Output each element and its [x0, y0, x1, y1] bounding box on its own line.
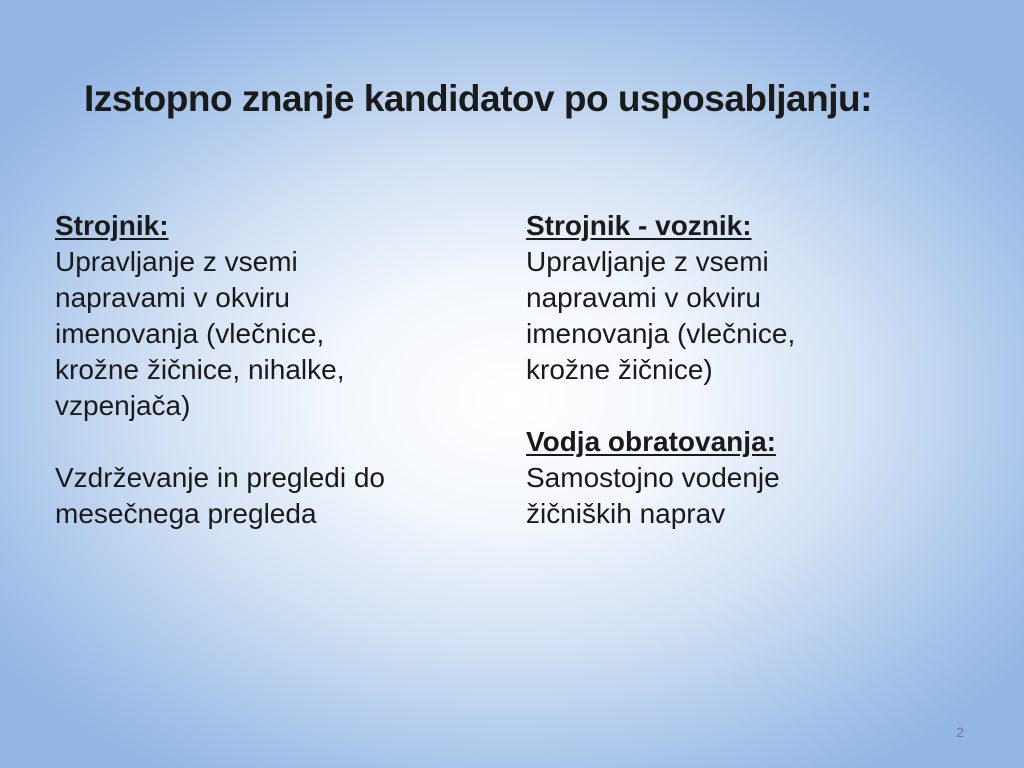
left-line: imenovanja (vlečnice, [55, 318, 325, 349]
right-heading-2: Vodja obratovanja: [526, 426, 776, 457]
right-line: napravami v okviru [526, 282, 761, 313]
left-line: napravami v okviru [55, 282, 290, 313]
left-line: krožne žičnice, nihalke, [55, 354, 345, 385]
left-line-maintenance: mesečnega pregleda [55, 498, 317, 529]
right-line: Upravljanje z vsemi [526, 246, 769, 277]
left-line: Upravljanje z vsemi [55, 246, 298, 277]
right-line: krožne žičnice) [526, 354, 713, 385]
page-number: 2 [956, 724, 964, 740]
left-column [55, 208, 475, 532]
left-heading: Strojnik: [55, 210, 169, 241]
right-line: imenovanja (vlečnice, [526, 318, 796, 349]
slide-title: Izstopno znanje kandidatov po usposabljanju: [84, 78, 872, 119]
spacer [55, 424, 475, 460]
right-heading: Strojnik - voznik: [526, 210, 752, 241]
spacer [526, 388, 946, 424]
right-line-2: Samostojno vodenje [526, 462, 780, 493]
right-column [526, 208, 946, 532]
left-line: vzpenjača) [55, 390, 191, 421]
left-line-maintenance: Vzdrževanje in pregledi do [55, 462, 385, 493]
right-line-2: žičniških naprav [526, 498, 726, 529]
